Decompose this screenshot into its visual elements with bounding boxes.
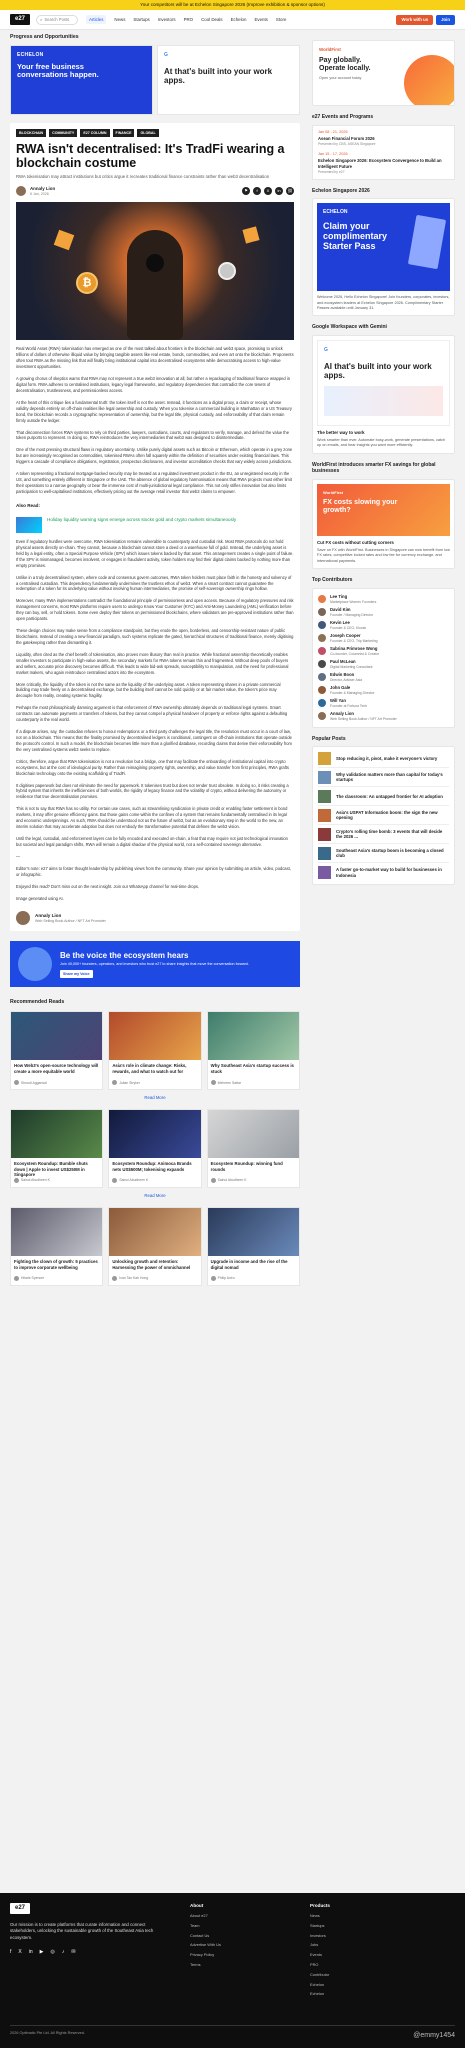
echelon-logo: ECHELON xyxy=(323,209,348,216)
event-date: Jan 15 - 17, 2026 xyxy=(318,151,348,156)
nav-menu xyxy=(86,15,286,25)
footer-link[interactable]: Privacy Policy xyxy=(190,1952,215,1958)
recommended-card[interactable] xyxy=(207,1011,300,1090)
author-avatar xyxy=(14,1178,19,1183)
read-more-link[interactable]: Read More xyxy=(144,1095,166,1101)
contributor-avatar xyxy=(318,647,326,655)
card-title[interactable]: Upgrade in income and the rise of the digital nomad xyxy=(210,1259,288,1270)
instagram-icon[interactable]: ◎ xyxy=(50,1949,55,1956)
contributor-item[interactable] xyxy=(318,671,449,684)
card-title[interactable]: Ecosystem Roundup: Animoca Brands nets US$500M; tokenising expands xyxy=(112,1161,192,1172)
recommended-row xyxy=(10,1109,300,1188)
contributor-name[interactable]: Will Yan xyxy=(330,698,346,704)
contributor-avatar xyxy=(318,634,326,642)
echelon-title: Echelon Singapore 2026 xyxy=(312,187,370,194)
contributor-avatar xyxy=(318,699,326,707)
worldfirst-logo: WorldFirst xyxy=(323,490,343,496)
paragraph: Unlike in a truly decentralised system, where code and consensus govern outcomes, RWA token holders must place faith in the honesty and solvency of a centralised custodian. This dependency fundamentally undermines the trustless ethos of web3. When a smart contract cannot guarantee the redemption of a token for its underlying value without involving human intermediaries, the promise of self-sovereign ownership rings hollow. xyxy=(16,574,292,592)
card-author xyxy=(208,1276,299,1285)
popular-thumbnail xyxy=(318,752,331,765)
card-image xyxy=(11,1208,102,1256)
card-title[interactable]: Ecosystem Roundup: winning fund rounds xyxy=(210,1161,283,1172)
workspace-banner[interactable] xyxy=(317,340,450,426)
popular-thumbnail xyxy=(318,847,331,860)
x-icon[interactable]: X xyxy=(18,1949,22,1956)
echelon-ad[interactable] xyxy=(10,45,153,115)
card-author-name: Sainul Abudheen K xyxy=(21,1178,50,1183)
contributor-name[interactable]: David Kim xyxy=(330,607,351,613)
popular-item[interactable] xyxy=(318,787,449,806)
watermark-handle: @emmy1454 xyxy=(413,2031,455,2039)
card-image xyxy=(11,1012,102,1060)
contributor-item[interactable] xyxy=(318,684,449,697)
event-name[interactable]: Asean Financial Forum 2026 xyxy=(318,135,375,141)
nav-item-echelon[interactable]: Echelon xyxy=(230,16,247,22)
echelon-ad-text: Your free business conversations happen. xyxy=(17,61,99,80)
recommended-title: Recommended Reads xyxy=(10,999,65,1006)
event-presenter: Presented by e27 xyxy=(318,169,345,174)
footer-products xyxy=(310,1903,330,2001)
card-title[interactable]: Asia's role in climate change: Risks, rewards, and what to watch out for xyxy=(112,1063,187,1075)
popular-thumbnail xyxy=(318,828,331,841)
contributor-name[interactable]: Paul McLean xyxy=(330,659,356,665)
card-title[interactable]: Ecosystem Roundup: Bumble shuts down | Apple to invest US$250M in Singapore xyxy=(14,1161,88,1178)
share-bar xyxy=(242,187,294,195)
workspace-ad-text: AI that's built into your work apps. xyxy=(324,361,432,380)
card-title[interactable]: Fighting the clown of growth: 5 practices to improve corporate wellbeing xyxy=(14,1259,98,1270)
facebook-icon[interactable]: f xyxy=(253,187,261,195)
footer-link[interactable]: Team xyxy=(190,1922,200,1928)
event-name[interactable]: Echelon Singapore 2026: Ecosystem Convergence to Build an Intelligent Future xyxy=(318,158,442,169)
paragraph: This is not to say that RWA has no utility. For certain use cases, such as streamlining syndication in private credit or enabling faster settlement in bond markets, it may offer genuine efficiency gains. But those gains come within the confines of a system that remains fundamentally centralised in its legal and economic underpinnings. As such, RWA should be understood not as the future of web3, but as an evolutionary step in the world to the new, an interim solution that may accelerate adoption but does not embody the transformative potential that defines the web3 vision. xyxy=(16,806,288,830)
recommended-card[interactable] xyxy=(108,1109,201,1188)
footer-link[interactable]: News xyxy=(310,1913,320,1919)
nav-item-cool-deals[interactable]: Cool Deals xyxy=(201,16,223,22)
social-links xyxy=(10,1949,160,1956)
worldfirst-title: WorldFirst introduces smarter FX savings for global businesses xyxy=(312,461,436,475)
recommended-card[interactable] xyxy=(108,1011,201,1090)
contributor-banner xyxy=(10,941,300,987)
paragraph: It digitises paperwork but does not eliminate the need for paperwork. It tokenises trust but does not render trust obsolete. In doing so, it risks creating a hybrid system that inherits the inefficiencies of both worlds, the rigidity of legacy finance and the volatility of crypto, without delivering the autonomy or resilience that true decentralisation promises. xyxy=(16,782,289,800)
banner-title: Be the voice the ecosystem hears xyxy=(60,950,189,960)
promo-text: Your competitors will be at Echelon Singapore 2026 (Improve exhibition & sponsor options) xyxy=(140,1,325,7)
card-author-name: Sainul Abudheen K xyxy=(217,1178,247,1183)
footer-link[interactable]: Echelon xyxy=(310,1991,325,1997)
nav-item-news[interactable]: News xyxy=(114,16,126,22)
contributor-avatar xyxy=(318,712,326,720)
contributor-avatar xyxy=(318,595,326,603)
recommended-card[interactable] xyxy=(10,1207,103,1286)
echelon-banner[interactable] xyxy=(317,203,450,291)
paragraph: A growing chorus of skeptics warns that RWA may not represent a true web3 innovation at all, but rather a repackaging of traditional finance wrapped in digital form. RWA adheres to centralised institutions, legacy legal frameworks, and regulatory dependencies that contradict the core tenets of decentralisation, trustlessness, and permissionless access. xyxy=(16,376,290,393)
contributor-role: Founder & CEO, Trip Marketing xyxy=(330,638,378,643)
contributor-role: Founder & Managing Director xyxy=(330,690,375,695)
card-author xyxy=(208,1080,299,1089)
event-date: Jan 08 - 21, 2026 xyxy=(318,129,348,134)
footer-about xyxy=(190,1903,280,2001)
popular-item[interactable] xyxy=(318,825,449,844)
workspace-ad[interactable] xyxy=(157,45,300,115)
paragraph: If a dispute arises, say, the custodian refuses to honour redemptions or a third party challenges the legal title, the resolution must occur in a court of law, not on a blockchain. This means that the finality promised by decentralised ledgers is conditional, contingent on off-chain institutions that operate outside the protocol's control. In such a model, the blockchain becomes little more than a glorified database, recording claims that derive their enforceability from the very centralised systems web3 seeks to replace. xyxy=(16,729,292,752)
workspace-card[interactable] xyxy=(312,335,455,454)
popular-item[interactable] xyxy=(318,863,449,882)
main-column xyxy=(10,32,300,1286)
footer-link[interactable]: Echelon xyxy=(310,1981,325,1987)
popular-title-link[interactable]: Why validation matters more than capital for today's startups xyxy=(336,771,443,783)
link-icon[interactable]: ⛓ xyxy=(287,188,293,194)
search-icon: ⌕ xyxy=(40,16,43,22)
article-body xyxy=(16,346,294,494)
contributor-role: Digital Marketing Consultant xyxy=(330,664,373,669)
paragraph: Moreover, many RWA implementations contradict the foundational principle of permissionless and open access. Because of regulatory pressures and risk management concerns, most RWA platforms require users to undergo Know Your Customer (KYC) and Anti-Money Laundering (AML) verification before they can buy, sell, or hold tokens. Some even deploy their tokens on permissioned blockchains, where validators are pre-approved institutions rather than open participants. xyxy=(16,598,294,622)
footer-link[interactable]: Startups xyxy=(310,1922,325,1928)
hero-image xyxy=(16,202,294,340)
also-read-label: Also Read: xyxy=(16,502,40,508)
contributor-role: Director, Adviser Asia xyxy=(330,677,363,682)
article xyxy=(10,123,300,931)
contributor-item[interactable] xyxy=(318,606,449,619)
paragraph: Liquidity, often cited as the chief benefit of tokenisation, also proves more illusory than real in practice. While fractional ownership theoretically enables smaller investors to participate in high-value assets, the secondary markets for RWA tokens remain thin and fragmented. Without deep pools of buyers and sellers, accurate price discovery becomes difficult. This leads to wide bid-ask spreads, susceptibility to manipulation, and the need for professional market makers, who again reintroduce centralised actors into the ecosystem. xyxy=(16,651,289,675)
footer-link[interactable]: Terms xyxy=(190,1962,201,1968)
card-image xyxy=(109,1208,200,1256)
tag-list xyxy=(16,129,294,137)
also-read[interactable] xyxy=(16,517,294,533)
card-image xyxy=(208,1208,299,1256)
card-author xyxy=(11,1080,102,1089)
footer-about-title: About xyxy=(190,1903,204,1908)
bookmark-icon[interactable]: ⚑ xyxy=(242,187,250,195)
workspace-text: Work smarter than ever. Automate busy-work, generate presentations, catch up on emails, and hear insights you want more efficiently. xyxy=(317,437,446,448)
contributor-name[interactable]: Lee Ting xyxy=(330,594,348,600)
echelon-ad-logo: ECHELON xyxy=(17,52,44,59)
article-subtitle: RWA tokenisation may attract institutions but critics argue it recreates traditional finance constraints rather than web3 decentralisation xyxy=(16,173,270,179)
event-item[interactable] xyxy=(318,130,449,147)
recommended-card[interactable] xyxy=(207,1207,300,1286)
image-credit: Image generated using AI. xyxy=(16,895,64,901)
footer-link[interactable]: Contact Us xyxy=(190,1932,210,1938)
contributor-role: Founder & CEO, Kioosk xyxy=(330,625,367,630)
paragraph: These design choices may make sense from a compliance standpoint, but they erode the open, borderless, and censorship-resistant nature of public blockchains. Instead of creating a new financial paradigm, such systems replicate the gated, hierarchical structures of traditional finance, merely digitising the gatekeeping rather than dismantling it. xyxy=(16,628,294,645)
e27-logo[interactable]: e27 xyxy=(10,14,30,25)
facebook-icon[interactable]: f xyxy=(10,1949,12,1956)
card-author-name: Mehreen Sattar xyxy=(217,1080,242,1085)
footer-mission: Our mission is to create platforms that curate information and connect stakeholders, unlocking the sustainable growth of the Southeast Asia tech ecosystem. xyxy=(10,1922,154,1940)
card-author-name: Hilarie Spencer xyxy=(21,1276,45,1281)
contributor-name[interactable]: Sabrina Primrose Wong xyxy=(330,646,378,652)
card-image xyxy=(11,1110,102,1158)
worldfirst-ad-sub: Open your account today xyxy=(319,76,362,81)
card-author-name: Ivan Tan Kah Hong xyxy=(119,1276,149,1281)
tag-community[interactable]: COMMUNITY xyxy=(49,129,77,137)
nav-item-investors[interactable]: Investors xyxy=(157,16,176,22)
contributor-name[interactable]: John Gale xyxy=(330,685,351,691)
contributor-role: Founder / Managing Director xyxy=(330,612,374,617)
contributor-role: Founder at Fortuna Tech xyxy=(330,703,368,708)
paragraph: Until the legal, custodial, and enforcement layers can be fully encoded and executed on-chain, a feat that may require not just technological innovation but societal and legal paradigm shifts, RWA will remain a digital shadow of the physical world, not a self-contained sovereign alternative. xyxy=(16,835,288,847)
popular-thumbnail xyxy=(318,809,331,822)
banner-text: Join 40,000+ founders, operators, and investors who trust e27 to share insights that move the conversation forward. xyxy=(60,962,249,967)
popular-item[interactable] xyxy=(318,844,449,863)
linkedin-icon[interactable]: in xyxy=(28,1949,33,1956)
editors-note: Editor's note: e27 aims to foster thought leadership by publishing views from the community. Share your opinion by submitting an article, video, podcast, or infographic. xyxy=(16,865,291,877)
footer-products-title: Products xyxy=(310,1903,330,1908)
join-button[interactable]: Join xyxy=(436,15,455,25)
card-author xyxy=(109,1178,200,1187)
recommended-row xyxy=(10,1207,300,1286)
worldfirst-ad-text: Pay globally. Operate locally. xyxy=(319,56,371,72)
author-name[interactable]: Annaly Lion xyxy=(30,185,56,191)
card-author xyxy=(109,1080,200,1089)
bio-avatar[interactable] xyxy=(16,911,30,925)
worldfirst-card[interactable] xyxy=(312,479,455,569)
echelon-text: Welcome 2026, Hello Echelon Singapore! Join founders, corporates, investors, and ecosystem leaders at Echelon Singapore 2026. Complimentary Starter Passes available until January 31. xyxy=(317,295,450,310)
tag-global[interactable]: GLOBAL xyxy=(137,129,158,137)
nav-item-articles[interactable]: Articles xyxy=(86,15,106,25)
globe-graphic xyxy=(404,55,455,106)
workspace-ad-text: At that's built into your work apps. xyxy=(164,66,273,85)
also-read-thumbnail[interactable] xyxy=(16,517,42,533)
event-presenter: Presented by CBS, ASEAN Singapore xyxy=(318,142,376,147)
linkedin-icon[interactable]: in xyxy=(275,187,283,195)
article-body-continued xyxy=(16,539,294,901)
paragraph: Perhaps the most philosophically damning argument is that enforcement of RWA ownership ultimately depends on traditional legal systems. Smart contracts can automate payments or transfers of tokens, but they cannot compel a physical handover of property or enforce rights against a defaulting counterparty in the real world. xyxy=(16,705,288,723)
author-avatar xyxy=(112,1276,117,1281)
popular-title: Popular Posts xyxy=(312,735,346,742)
sidebar xyxy=(312,32,455,1286)
google-icon: G xyxy=(324,346,328,353)
popular-title-link[interactable]: Asia's USPAT Information boom: the sign the new opening xyxy=(336,809,438,821)
nav-item-startups[interactable]: Startups xyxy=(133,16,150,22)
echelon-ad-title: Claim your complimentary Starter Pass xyxy=(323,221,388,251)
contributor-role: Web Selling Book Author / NFT Art Promoter xyxy=(330,716,397,721)
card-title[interactable]: How Web3's open-source technology will create a more equitable world xyxy=(14,1063,99,1075)
read-more-link[interactable]: Read More xyxy=(144,1193,166,1199)
footer-link[interactable]: Advertise With Us xyxy=(190,1942,221,1948)
popular-list xyxy=(312,746,455,885)
nav-item-events[interactable]: Events xyxy=(254,16,268,22)
contributor-item[interactable] xyxy=(318,710,449,723)
card-author-name: Philip Aniru xyxy=(217,1276,235,1281)
paragraph: A token representing a fractional mortgage-backed security may be treated as a regulated investment product in the EU, an unregistered security in the US, and something entirely different in Singapore or the UAE. The absence of global regulatory harmonisation means that RWA projects must either limit their operations to a narrow geography or bear the immense cost of multi-jurisdictional legal compliance. This not only stifles innovation but also limits participation to well-capitalised institutions, effectively pricing out the average retail investor that web3 claims to empower. xyxy=(16,471,292,494)
footer xyxy=(0,1893,465,2048)
youtube-icon[interactable]: ▶ xyxy=(39,1949,44,1956)
echelon-card[interactable] xyxy=(312,198,455,316)
tag-e27-column[interactable]: E27 COLUMN xyxy=(80,129,109,137)
card-author xyxy=(208,1178,299,1187)
pass-graphic xyxy=(408,215,446,269)
contributor-item[interactable] xyxy=(318,619,449,632)
card-image xyxy=(208,1012,299,1060)
share-my-voice-button[interactable]: Share my Voice xyxy=(60,970,93,978)
card-title[interactable]: Unlocking growth and retention: Harnessing the power of omnichannel xyxy=(112,1259,191,1270)
contributor-name[interactable]: Joseph Cooper xyxy=(330,633,361,639)
contributor-item[interactable] xyxy=(318,593,449,606)
card-author-name: Julian Stryker xyxy=(119,1080,140,1085)
event-item[interactable] xyxy=(318,152,449,175)
promo-bar[interactable] xyxy=(0,0,465,10)
popular-item[interactable] xyxy=(318,768,449,787)
worldfirst-ad-title: FX costs slowing your growth? xyxy=(323,499,398,515)
bio-name[interactable]: Annaly Lion xyxy=(35,912,62,918)
footer-link[interactable]: PRO xyxy=(310,1962,319,1968)
contributors-title: Top Contributors xyxy=(312,576,353,583)
footer-link[interactable]: Contributor xyxy=(310,1971,330,1977)
footer-link[interactable]: Events xyxy=(310,1952,322,1958)
footer-link[interactable]: Investors xyxy=(310,1932,326,1938)
contributor-avatar xyxy=(318,621,326,629)
contributor-role: Co-founder, Columnist & Creator xyxy=(330,651,380,656)
author-avatar xyxy=(112,1080,117,1085)
recommended-card[interactable] xyxy=(10,1109,103,1188)
section-title: Progress and Opportunities xyxy=(10,34,79,40)
workspace-graphic xyxy=(324,386,443,416)
tiktok-icon[interactable]: ♪ xyxy=(61,1949,65,1956)
contributors-list xyxy=(312,588,455,728)
worldfirst-ad[interactable] xyxy=(312,40,455,106)
contributor-name[interactable]: Annaly Lion xyxy=(330,711,354,717)
megaphone-icon xyxy=(18,947,52,981)
recommended-card[interactable] xyxy=(108,1207,201,1286)
popular-title-link[interactable]: A faster go-to-market way to build for businesses in Indonesia xyxy=(336,867,442,878)
contributor-role: Marketplace Women Founders xyxy=(330,599,377,604)
work-with-us-button[interactable]: Work with us xyxy=(396,15,433,25)
author-row xyxy=(16,186,294,197)
bitcoin-icon: ₿ xyxy=(76,272,98,294)
paragraph: That disconnection forces RWA systems to rely on third parties, lawyers, custodians, courts, and regulators to verify, manage, and defend the value the token purports to represent. In doing so, RWA reintroduces the very intermediaries that web3 was designed to disintermediate. xyxy=(16,429,289,441)
contributor-name[interactable]: Edwin Boon xyxy=(330,672,355,678)
popular-item[interactable] xyxy=(318,806,449,825)
paragraph: Even if regulatory hurdles were overcome, RWA tokenisation remains vulnerable to counterparty and custodial risk. Most RWA protocols do not hold physical assets directly on-chain. They cannot, because a blockchain cannot store a deed or a warehouse full of gold. Instead, the underlying asset is held by a legal entity, often a Special Purpose Vehicle (SPV) which issues tokens backed by that asset. This arrangement creates a single point of failure. If the SPV is mismanaged, becomes insolvent, or engages in fraudulent activity, token holders may find their digital claims backed by nothing more than empty promises. xyxy=(16,539,294,568)
paragraph: At the heart of this critique lies a fundamental truth: the token itself is not the asset. Instead, it functions as a digital proxy, a claim or receipt, whose validity depends entirely on off-chain realities like legal ownership and custody. When you tokenise a commercial building in Manhattan or a US Treasury bond, the blockchain records a cryptographic representation of ownership, but the legal title, physical custody, and enforceability of that claim remain firmly outside the ledger. xyxy=(16,399,292,423)
author-avatar xyxy=(14,1276,19,1281)
contributor-avatar xyxy=(318,673,326,681)
card-author xyxy=(11,1276,102,1285)
author-avatar xyxy=(14,1080,19,1085)
popular-title-link[interactable]: Southeast Asia's startup boom is becoming a closed club xyxy=(336,847,444,859)
contributor-avatar xyxy=(318,660,326,668)
search-input[interactable]: Search Posts xyxy=(44,16,70,22)
card-title[interactable]: Why Southeast Asia's startup success is stuck xyxy=(210,1063,294,1075)
email-icon[interactable]: ✉ xyxy=(71,1949,76,1956)
recommended-card[interactable] xyxy=(10,1011,103,1090)
tag-blockchain[interactable]: BLOCKCHAIN xyxy=(16,129,46,137)
copyright: 2026 Optimatic Pte Ltd. All Rights Reserved. xyxy=(10,2030,85,2035)
also-read-link[interactable]: Holiday liquidity warning signs emerge across stocks gold and crypto markets simultaneously xyxy=(47,517,237,523)
recommended-card[interactable] xyxy=(207,1109,300,1188)
contributor-item[interactable] xyxy=(318,658,449,671)
x-icon[interactable]: X xyxy=(264,187,272,195)
workspace-title: Google Workspace with Gemini xyxy=(312,324,387,331)
popular-title-link[interactable]: The classroom: An untapped frontier for AI adoption xyxy=(336,793,443,799)
author-avatar xyxy=(112,1178,117,1183)
card-author xyxy=(11,1178,102,1187)
card-image xyxy=(109,1012,200,1060)
block-icon xyxy=(242,227,259,244)
popular-thumbnail xyxy=(318,790,331,803)
article-title: RWA isn't decentralised: It's TradFi wearing a blockchain costume xyxy=(16,141,285,171)
card-author-name: Sainul Abudheen K xyxy=(119,1178,149,1183)
contributor-item[interactable] xyxy=(318,632,449,645)
popular-title-link[interactable]: Stop reducing it, pivot, make it everyone's victory xyxy=(336,755,438,761)
author-avatar xyxy=(211,1080,216,1085)
workspace-link[interactable]: The better way to work xyxy=(317,429,365,435)
events-list xyxy=(312,125,455,180)
article-date: 8 Jan, 2026 xyxy=(30,191,49,196)
separator: — xyxy=(16,853,21,859)
block-icon xyxy=(54,230,75,251)
worldfirst-link[interactable]: Cut FX costs without cutting corners xyxy=(317,540,394,546)
nav-item-store[interactable]: Store xyxy=(275,16,287,22)
paragraph: Critics, therefore, argue that RWA tokenisation is not a revolution but a bridge, one that may facilitate the onboarding of institutional capital into crypto ecosystems, but at the cost of ideological purity. Rather than reimagining property rights, ownership, and value transfer from first principles, RWA grafts blockchain technology onto the existing scaffolding of TradFi. xyxy=(16,758,289,776)
search-box[interactable] xyxy=(36,15,78,25)
contributor-name[interactable]: Kevin Lee xyxy=(330,620,350,626)
footer-logo[interactable]: e27 xyxy=(10,1903,30,1914)
popular-thumbnail xyxy=(318,771,331,784)
paragraph: One of the most pressing structural flaws is regulatory uncertainty. Unlike purely digital assets such as Bitcoin or Ethereum, which operate in a grey zone but are increasingly recognised as commodities, tokenised RWAs often fall squarely within the definition of securities under existing financial laws. This triggers a cascade of compliance obligations, registration, prospectus disclosures, and investor accreditation checks that vary widely across jurisdictions. xyxy=(16,447,293,465)
paragraph: More critically, the liquidity of the token is not the same as the liquidity of the underlying asset. A token representing shares in a private commercial building may trade freely on a decentralised exchange, but the building itself cannot be sold quickly or at fair market value, the token's price may decouple from reality, creating systemic fragility. xyxy=(16,681,281,699)
card-image xyxy=(208,1110,299,1158)
whatsapp-note: Enjoyed this read? Don't miss out on the next insight. Join our WhatsApp channel for real-time drops. xyxy=(16,883,200,889)
nav-item-pro[interactable]: PRO xyxy=(183,16,194,22)
author-avatar xyxy=(211,1178,216,1183)
footer-link[interactable]: Jobs xyxy=(310,1942,319,1948)
worldfirst-text: Save on FX with WorldFirst. Businesses in Singapore can now benefit from low FX rates, competitive locked rates and low fee for currency exchange, and international payments. xyxy=(317,547,450,563)
paragraph: Real World Asset (RWA) tokenisation has emerged as one of the most talked about frontiers in the blockchain and web3 space, promising to unlock trillions of dollars of otherwise illiquid value by bringing tangible assets like real estate, bonds, commodities, and even art onto the blockchain. Proponents often tout RWA as the missing link that will finally bring institutional capital into decentralised ecosystems while democratising access to high-value investment opportunities. xyxy=(16,346,294,370)
recommended-row xyxy=(10,1011,300,1090)
contributor-item[interactable] xyxy=(318,697,449,710)
worldfirst-banner[interactable] xyxy=(317,484,450,536)
contributor-item[interactable] xyxy=(318,645,449,658)
worldfirst-logo: WorldFirst xyxy=(319,47,341,52)
tag-finance[interactable]: FINANCE xyxy=(113,129,135,137)
bio-role: Web Selling Book Author / NFT Art Promoter xyxy=(35,919,106,924)
popular-thumbnail xyxy=(318,866,331,879)
coin-icon xyxy=(218,262,236,280)
contributor-avatar xyxy=(318,608,326,616)
contributor-avatar xyxy=(318,686,326,694)
events-title: e27 Events and Programs xyxy=(312,114,374,120)
author-bio xyxy=(16,911,294,925)
card-author-name: Shrouti Aggarwal xyxy=(21,1080,47,1085)
author-avatar xyxy=(211,1276,216,1281)
top-nav xyxy=(0,10,465,30)
author-avatar[interactable] xyxy=(16,186,26,196)
footer-link[interactable]: About e27 xyxy=(190,1913,208,1919)
google-icon: G xyxy=(164,52,168,59)
popular-title-link[interactable]: Crypto's rolling time bomb: 3 events that will decide the 2026 ... xyxy=(336,828,443,840)
card-image xyxy=(109,1110,200,1158)
card-author xyxy=(109,1276,200,1285)
hooded-figure xyxy=(127,230,183,340)
popular-item[interactable] xyxy=(318,749,449,768)
